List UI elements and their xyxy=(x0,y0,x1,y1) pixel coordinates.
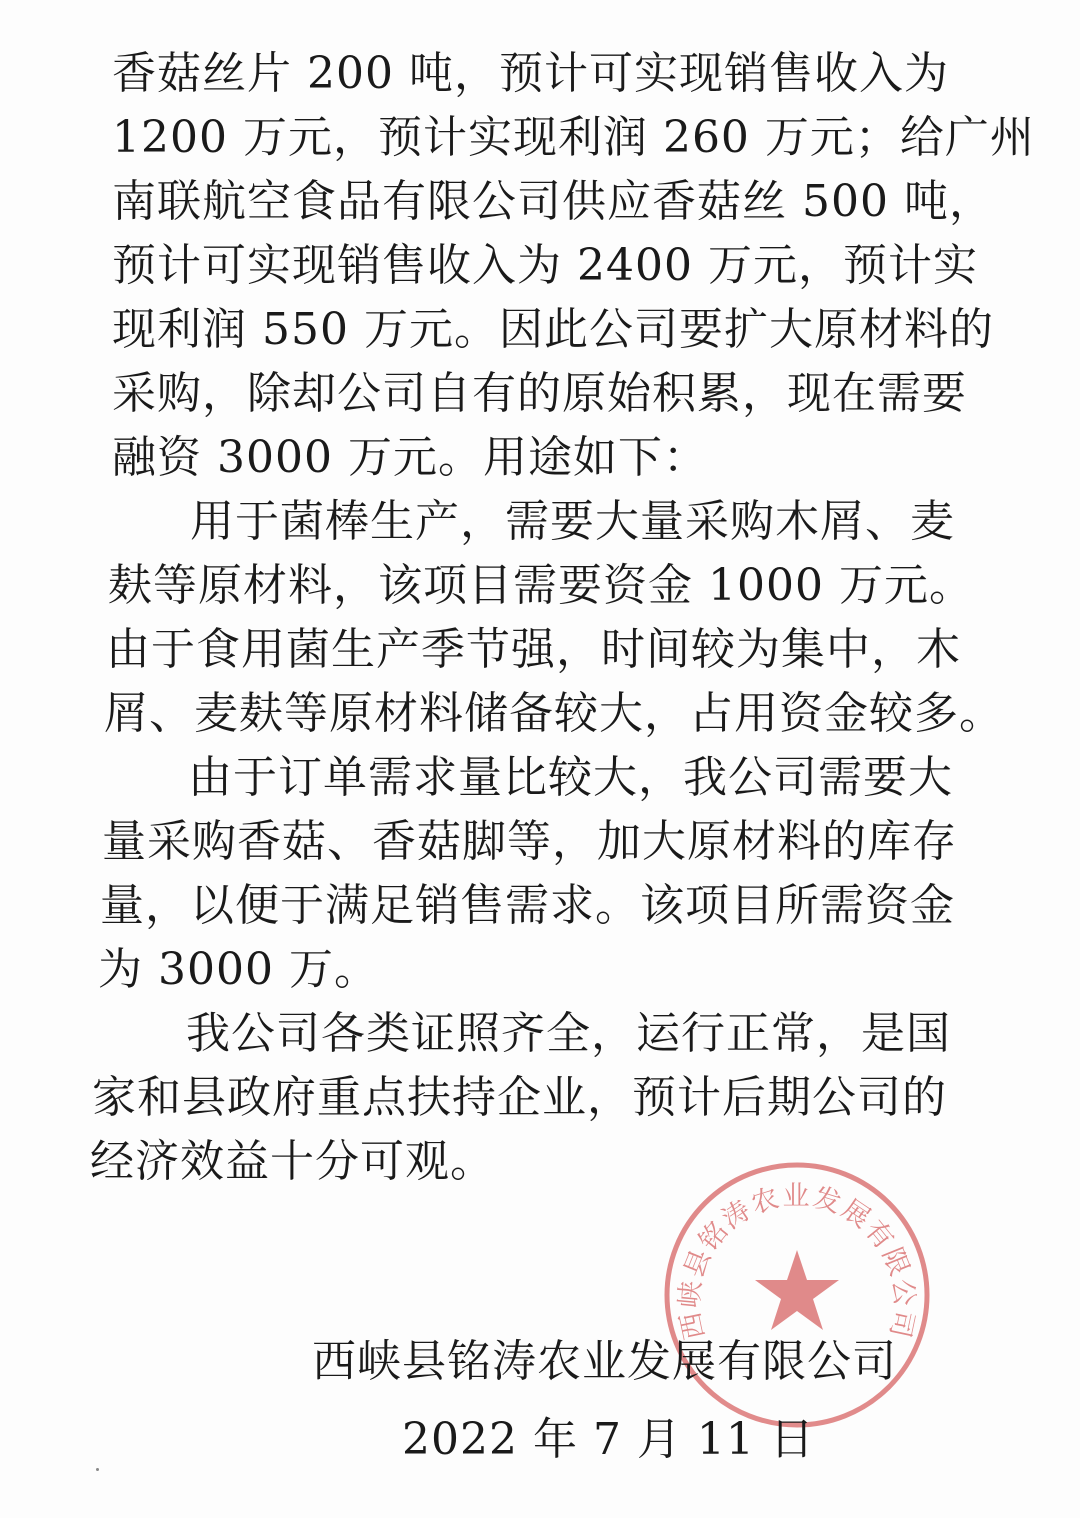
text-line: 由于食用菌生产季节强，时间较为集中，木 xyxy=(106,624,961,675)
text-line: 预计可实现销售收入为 2400 万元，预计实 xyxy=(112,240,978,291)
text-line: 量，以便于满足销售需求。该项目所需资金 xyxy=(100,880,955,931)
text-line: 家和县政府重点扶持企业，预计后期公司的 xyxy=(92,1072,947,1123)
company-seal-stamp xyxy=(652,1150,942,1440)
text-line: 经济效益十分可观。 xyxy=(90,1136,495,1187)
text-line: 用于菌棒生产，需要大量采购木屑、麦 xyxy=(190,496,955,547)
seal-star-icon xyxy=(755,1250,839,1330)
scan-speck xyxy=(96,1468,99,1471)
text-line: 为 3000 万。 xyxy=(98,944,379,995)
text-line: 香菇丝片 200 吨，预计可实现销售收入为 xyxy=(112,48,949,99)
text-line: 量采购香菇、香菇脚等，加大原材料的库存 xyxy=(102,816,957,867)
company-name: 西峡县铭涛农业发展有限公司 xyxy=(312,1336,897,1387)
text-line: 1200 万元，预计实现利润 260 万元；给广州 xyxy=(112,112,1035,163)
seal-text: 西峡县铭涛农业发展有限公司 xyxy=(674,1180,920,1343)
text-line: 现利润 550 万元。因此公司要扩大原材料的 xyxy=(112,304,994,355)
text-line: 我公司各类证照齐全，运行正常，是国 xyxy=(186,1008,951,1059)
text-line: 由于订单需求量比较大，我公司需要大 xyxy=(188,752,953,803)
text-line: 采购，除却公司自有的原始积累，现在需要 xyxy=(112,368,967,419)
document-date: 2022 年 7 月 11 日 xyxy=(402,1414,815,1465)
text-line: 麸等原材料，该项目需要资金 1000 万元。 xyxy=(108,560,974,611)
text-line: 南联航空食品有限公司供应香菇丝 500 吨， xyxy=(112,176,994,227)
text-line: 融资 3000 万元。用途如下： xyxy=(112,432,708,483)
text-line: 屑、麦麸等原材料储备较大，占用资金较多。 xyxy=(104,688,1004,739)
